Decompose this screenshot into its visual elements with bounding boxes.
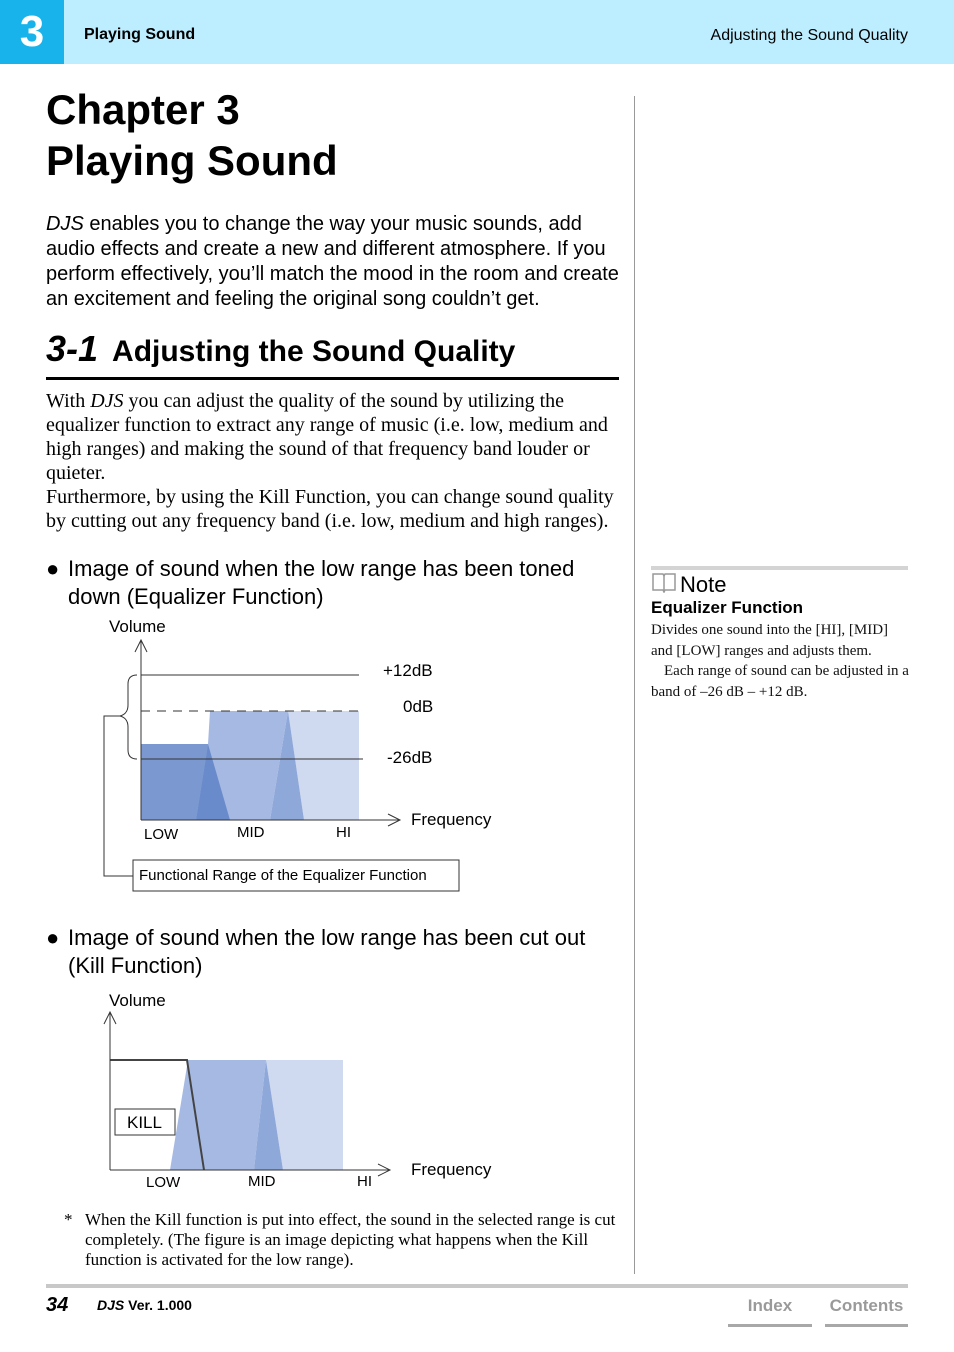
- figure2-heading-text: Image of sound when the low range has been cut out (Kill Function): [68, 925, 586, 978]
- chapter-number-tab: 3: [0, 0, 64, 64]
- kill-band-mid: [170, 1060, 266, 1170]
- book-icon: [651, 571, 677, 593]
- index-button[interactable]: Index: [728, 1294, 812, 1327]
- page-number: 34: [46, 1294, 69, 1316]
- note-label: Note: [680, 572, 727, 597]
- eq-y-label: Volume: [109, 617, 166, 636]
- eq-band-label-low: LOW: [144, 826, 179, 843]
- section-body: [46, 389, 621, 533]
- chapter-title: [46, 84, 338, 186]
- eq-label-minus26: -26dB: [387, 748, 433, 767]
- header-section-name: Adjusting the Sound Quality: [710, 27, 908, 44]
- note-line-2: Each range of sound can be adjusted in a band of –26 dB – +12 dB.: [651, 663, 909, 700]
- figure1-heading-text: Image of sound when the low range has been toned down (Equalizer Function): [68, 556, 575, 609]
- footer-rule: [46, 1284, 908, 1288]
- section-paragraph-1: [46, 389, 621, 485]
- figure2-heading: [46, 924, 616, 980]
- paragraph1-app-name: DJS: [90, 390, 124, 412]
- note-title: Equalizer Function: [651, 598, 804, 617]
- section-rule: [46, 377, 619, 380]
- eq-band-label-hi: HI: [336, 824, 351, 841]
- kill-label: KILL: [127, 1113, 162, 1132]
- paragraph1-after: you can adjust the quality of the sound by utilizing the equalizer function to extract any range of music (i.e. low, medium and high ranges) and making the sound of that frequency band louder or quieter.: [46, 390, 608, 484]
- footer-version: Ver. 1.000: [124, 1297, 192, 1313]
- footnote: [64, 1210, 619, 1270]
- eq-range-connector: [104, 716, 133, 876]
- chapter-title-line1: Chapter 3: [46, 86, 240, 133]
- footer-app-name: DJS: [97, 1297, 125, 1313]
- note-line-1: Divides one sound into the [HI], [MID] and [LOW] ranges and adjusts them.: [651, 622, 889, 659]
- section-title: Adjusting the Sound Quality: [112, 335, 516, 368]
- footer-app-version: [97, 1297, 192, 1313]
- section-number: 3-1: [46, 328, 99, 369]
- intro-app-name: DJS: [46, 213, 84, 235]
- intro-paragraph: [46, 212, 626, 312]
- paragraph1-before: With: [46, 390, 91, 412]
- bullet-dot-icon: ●: [46, 556, 60, 581]
- kill-band-label-mid: MID: [248, 1173, 276, 1190]
- eq-range-brace: [120, 675, 137, 759]
- eq-label-plus12: +12dB: [383, 661, 433, 680]
- kill-band-label-low: LOW: [146, 1174, 181, 1191]
- equalizer-diagram: [0, 610, 634, 900]
- kill-x-label: Frequency: [411, 1160, 492, 1179]
- section-paragraph-2: Furthermore, by using the Kill Function, you can change sound quality by cutting out any frequency band (i.e. low, medium and high ranges).: [46, 486, 614, 532]
- footnote-marker: *: [64, 1210, 73, 1229]
- kill-diagram: [0, 985, 634, 1195]
- eq-x-label: Frequency: [411, 810, 492, 829]
- kill-band-label-hi: HI: [357, 1173, 372, 1190]
- eq-band-label-mid: MID: [237, 824, 265, 841]
- chapter-title-line2: Playing Sound: [46, 137, 338, 184]
- kill-y-label: Volume: [109, 991, 166, 1010]
- bullet-dot-icon: ●: [46, 925, 60, 950]
- note-rule: [651, 566, 908, 570]
- column-divider: [634, 96, 635, 1274]
- note-body: [651, 620, 909, 702]
- contents-button[interactable]: Contents: [825, 1294, 908, 1327]
- section-heading: [46, 328, 515, 370]
- header-chapter-name: Playing Sound: [84, 26, 196, 43]
- intro-text: enables you to change the way your music sounds, add audio effects and create a new and different atmosphere. If you perform effectively, you’ll match the mood in the room and create an excitement and feeling the original song couldn’t get.: [46, 213, 619, 310]
- figure1-heading: [46, 555, 616, 611]
- footnote-text: When the Kill function is put into effect, the sound in the selected range is cut completely. (The figure is an image depicting what happens when the Kill function is activated for the low range).: [85, 1210, 616, 1269]
- eq-label-0: 0dB: [403, 697, 434, 716]
- eq-caption-text: Functional Range of the Equalizer Function: [139, 867, 427, 884]
